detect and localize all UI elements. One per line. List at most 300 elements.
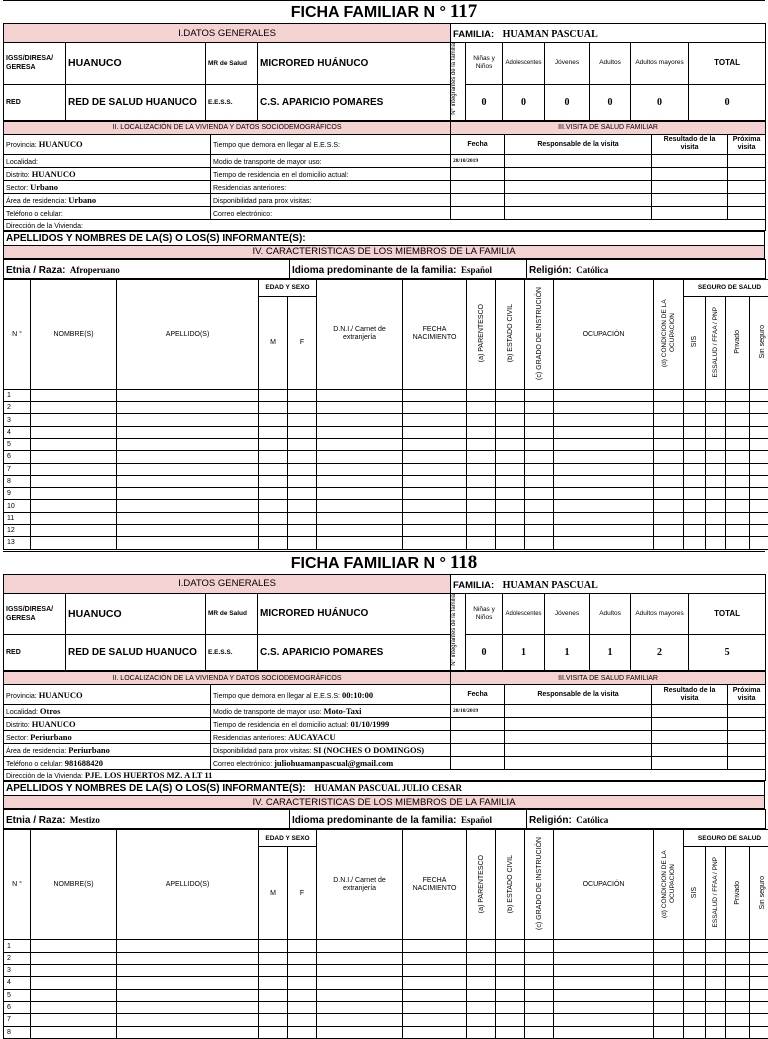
distrito-value: HUANUCO — [32, 169, 76, 179]
row-number: 6 — [4, 451, 31, 463]
miembros-table — [3, 829, 768, 1038]
table-cell — [259, 389, 288, 401]
adultos-value: 1 — [590, 635, 631, 671]
table-cell — [750, 989, 768, 1001]
table-cell — [288, 426, 317, 438]
adultos-mayores-label: Adultos mayores — [631, 43, 689, 85]
table-cell — [31, 512, 117, 524]
table-cell — [684, 451, 706, 463]
table-cell — [726, 977, 750, 989]
table-cell — [117, 977, 259, 989]
row-number: 11 — [4, 512, 31, 524]
table-row — [4, 438, 768, 450]
total-value: 5 — [689, 635, 766, 671]
table-cell — [554, 438, 654, 450]
medio-value: Moto-Taxi — [324, 706, 362, 716]
table-cell — [525, 451, 554, 463]
table-cell — [403, 402, 467, 414]
col-seguro: SEGURO DE SALUD — [684, 830, 768, 847]
col-estado-civil: (b) ESTADO CIVIL — [507, 304, 514, 362]
table-cell — [467, 965, 496, 977]
table-cell — [525, 475, 554, 487]
familia-label: FAMILIA: — [453, 29, 494, 40]
table-cell — [654, 989, 684, 1001]
responsable-header: Responsable de la visita — [505, 685, 652, 705]
col-sis: SIS — [691, 336, 698, 347]
table-cell — [317, 952, 403, 964]
table-cell — [317, 512, 403, 524]
col-apellidos: APELLIDO(S) — [117, 830, 259, 940]
table-cell — [31, 414, 117, 426]
localidad-label: Localidad: — [6, 709, 38, 716]
table-cell — [726, 438, 750, 450]
table-cell — [403, 1014, 467, 1026]
row-number: 5 — [4, 438, 31, 450]
table-cell — [726, 512, 750, 524]
table-cell — [554, 426, 654, 438]
table-cell — [750, 414, 768, 426]
col-fecha-nac: FECHA NACIMIENTO — [403, 830, 467, 940]
col-sin-seguro: Sin seguro — [759, 876, 766, 909]
table-cell — [467, 977, 496, 989]
table-cell — [706, 977, 726, 989]
table-cell — [706, 438, 726, 450]
jovenes-label: Jóvenes — [545, 43, 590, 85]
table-cell — [317, 977, 403, 989]
col-fecha-nac: FECHA NACIMIENTO — [403, 279, 467, 389]
adultos-label: Adultos — [590, 593, 631, 635]
informantes-row — [3, 781, 765, 809]
table-cell — [554, 977, 654, 989]
table-cell — [467, 1014, 496, 1026]
section-caracteristicas: IV. CARACTERISTICAS DE LOS MIEMBROS DE LA FAMILIA — [4, 796, 765, 809]
col-n: N ° — [4, 279, 31, 389]
table-cell — [403, 977, 467, 989]
provincia-value: HUANUCO — [39, 690, 83, 700]
table-cell — [288, 438, 317, 450]
area-value: Urbano — [68, 195, 96, 205]
table-cell — [259, 977, 288, 989]
table-cell — [31, 537, 117, 549]
resultado-header: Resultado de la visita — [652, 685, 728, 705]
table-cell — [259, 414, 288, 426]
table-cell — [117, 488, 259, 500]
table-cell — [684, 426, 706, 438]
table-cell — [496, 965, 525, 977]
col-m: M — [259, 296, 288, 389]
table-cell — [750, 475, 768, 487]
table-cell — [706, 389, 726, 401]
table-row — [4, 475, 768, 487]
idioma-label: Idioma predominante de la familia: — [292, 815, 456, 826]
sector-value: Urbano — [30, 182, 58, 192]
table-cell — [467, 414, 496, 426]
col-seguro: SEGURO DE SALUD — [684, 279, 768, 296]
table-cell — [117, 463, 259, 475]
table-cell — [288, 537, 317, 549]
datos-generales — [3, 23, 766, 121]
table-cell — [684, 389, 706, 401]
ninos-value: 0 — [466, 635, 503, 671]
row-number: 1 — [4, 389, 31, 401]
idioma-value: Español — [461, 265, 492, 275]
etnia-label: Etnia / Raza: — [6, 815, 65, 826]
table-cell — [288, 989, 317, 1001]
table-cell — [31, 952, 117, 964]
table-cell — [403, 965, 467, 977]
table-cell — [554, 463, 654, 475]
table-cell — [259, 965, 288, 977]
proxima-header: Próxima visita — [728, 134, 766, 154]
ficha-header — [3, 552, 765, 574]
table-cell — [117, 475, 259, 487]
table-cell — [259, 500, 288, 512]
localizacion — [3, 121, 766, 231]
table-cell — [31, 451, 117, 463]
table-cell — [684, 940, 706, 952]
direccion-label: Dirección de la Vivienda: — [6, 773, 83, 780]
table-cell — [750, 488, 768, 500]
integrantes-label: N° integrantes de la familia — [451, 43, 465, 115]
table-cell — [750, 1026, 768, 1038]
eess-value: C.S. APARICIO POMARES — [258, 84, 451, 120]
table-cell — [654, 537, 684, 549]
ficha-header — [3, 1, 765, 23]
table-cell — [750, 451, 768, 463]
table-cell — [288, 512, 317, 524]
col-privado: Privado — [734, 330, 741, 354]
table-cell — [467, 438, 496, 450]
table-cell — [288, 475, 317, 487]
table-cell — [259, 952, 288, 964]
table-cell — [117, 402, 259, 414]
table-cell — [288, 940, 317, 952]
table-cell — [706, 451, 726, 463]
table-cell — [726, 1026, 750, 1038]
table-row — [4, 977, 768, 989]
table-cell — [259, 512, 288, 524]
table-cell — [496, 940, 525, 952]
table-cell — [496, 1014, 525, 1026]
col-sin-seguro: Sin seguro — [759, 325, 766, 358]
table-cell — [525, 965, 554, 977]
table-cell — [403, 500, 467, 512]
table-cell — [525, 1026, 554, 1038]
row-number: 1 — [4, 940, 31, 952]
table-cell — [525, 463, 554, 475]
table-cell — [117, 1026, 259, 1038]
table-cell — [259, 1001, 288, 1013]
table-row — [4, 965, 768, 977]
table-cell — [554, 475, 654, 487]
table-cell — [317, 438, 403, 450]
table-cell — [750, 965, 768, 977]
distrito-label: Distrito: — [6, 172, 30, 179]
table-cell — [654, 512, 684, 524]
eess-label: E.E.S.S. — [206, 635, 258, 671]
table-cell — [117, 414, 259, 426]
table-cell — [467, 488, 496, 500]
col-parentesco: (a) PARENTESCO — [478, 304, 485, 362]
adolescentes-value: 0 — [503, 84, 545, 120]
area-label: Área de residencia: — [6, 748, 66, 755]
adultos-mayores-value: 0 — [631, 84, 689, 120]
table-cell — [31, 389, 117, 401]
red-label: RED — [4, 635, 66, 671]
col-sis: SIS — [691, 887, 698, 898]
row-number: 5 — [4, 989, 31, 1001]
col-ocupacion: OCUPACIÓN — [554, 279, 654, 389]
table-cell — [317, 1001, 403, 1013]
table-cell — [525, 940, 554, 952]
table-cell — [31, 1014, 117, 1026]
table-cell — [554, 537, 654, 549]
tiempo-label: Tiempo que demora en llegar al E.E.S.S: — [213, 693, 340, 700]
table-cell — [288, 952, 317, 964]
table-row — [4, 389, 768, 401]
table-cell — [750, 438, 768, 450]
table-cell — [706, 1001, 726, 1013]
table-cell — [317, 965, 403, 977]
section-caracteristicas: IV. CARACTERISTICAS DE LOS MIEMBROS DE LA FAMILIA — [4, 245, 765, 258]
table-cell — [117, 1001, 259, 1013]
table-cell — [554, 500, 654, 512]
direccion-value: PJE. LOS HUERTOS MZ. A LT 11 — [85, 770, 213, 780]
table-cell — [288, 1014, 317, 1026]
table-cell — [117, 438, 259, 450]
table-cell — [317, 414, 403, 426]
table-cell — [684, 463, 706, 475]
mr-label: MR de Salud — [206, 43, 258, 85]
table-cell — [554, 414, 654, 426]
residencias-ant-label: Residencias anteriores: — [213, 185, 286, 192]
table-row — [4, 402, 768, 414]
table-cell — [117, 512, 259, 524]
col-apellidos: APELLIDO(S) — [117, 279, 259, 389]
table-cell — [31, 1001, 117, 1013]
table-cell — [654, 488, 684, 500]
table-cell — [467, 426, 496, 438]
table-cell — [117, 965, 259, 977]
localizacion — [3, 671, 766, 781]
sector-label: Sector: — [6, 735, 28, 742]
table-cell — [31, 426, 117, 438]
table-cell — [403, 389, 467, 401]
residencia-label: Tiempo de residencia en el domicilio actual: — [213, 722, 349, 729]
ficha-familiar — [3, 551, 765, 1039]
table-cell — [403, 1001, 467, 1013]
col-essalud: ESSALUD / FFAA / PNP — [712, 307, 719, 377]
table-cell — [525, 1014, 554, 1026]
adultos-label: Adultos — [590, 43, 631, 85]
table-cell — [317, 463, 403, 475]
table-cell — [117, 537, 259, 549]
table-cell — [750, 512, 768, 524]
row-number: 8 — [4, 1026, 31, 1038]
table-cell — [467, 989, 496, 1001]
table-cell — [654, 389, 684, 401]
table-cell — [525, 537, 554, 549]
disponibilidad-value: SI (NOCHES O DOMINGOS) — [313, 745, 424, 755]
table-cell — [726, 537, 750, 549]
telefono-label: Teléfono o celular: — [6, 211, 63, 218]
table-cell — [684, 977, 706, 989]
table-cell — [467, 500, 496, 512]
table-cell — [31, 977, 117, 989]
adolescentes-label: Adolescentes — [503, 593, 545, 635]
table-cell — [31, 1026, 117, 1038]
provincia-value: HUANUCO — [39, 139, 83, 149]
col-edad-sexo: EDAD Y SEXO — [259, 279, 317, 296]
table-cell — [288, 500, 317, 512]
row-number: 3 — [4, 414, 31, 426]
table-cell — [654, 940, 684, 952]
table-cell — [403, 426, 467, 438]
table-cell — [403, 952, 467, 964]
col-f: F — [288, 296, 317, 389]
disponibilidad-label: Disponibilidad para prox visitas: — [213, 198, 311, 205]
col-nombres: NOMBRE(S) — [31, 279, 117, 389]
table-cell — [31, 500, 117, 512]
table-cell — [117, 1014, 259, 1026]
table-cell — [288, 389, 317, 401]
section-localizacion: II. LOCALIZACIÓN DE LA VIVIENDA Y DATOS SOCIODEMOGRÁFICOS — [4, 672, 451, 685]
table-cell — [525, 426, 554, 438]
tiempo-value: 00:10:00 — [342, 690, 373, 700]
table-cell — [467, 402, 496, 414]
miembros-table — [3, 279, 768, 550]
mr-label: MR de Salud — [206, 593, 258, 635]
table-cell — [259, 475, 288, 487]
etnia-row — [3, 809, 766, 829]
table-cell — [684, 989, 706, 1001]
table-cell — [259, 537, 288, 549]
table-cell — [403, 537, 467, 549]
table-cell — [403, 463, 467, 475]
table-cell — [726, 426, 750, 438]
fecha-visita-value: 28/10/2019 — [451, 705, 505, 718]
section-visita: III.VISITA DE SALUD FAMILIAR — [451, 121, 766, 134]
table-cell — [403, 512, 467, 524]
table-cell — [654, 952, 684, 964]
table-cell — [750, 525, 768, 537]
fecha-header: Fecha — [451, 134, 505, 154]
table-cell — [259, 1026, 288, 1038]
localidad-label: Localidad: — [6, 159, 38, 166]
table-cell — [403, 488, 467, 500]
distrito-label: Distrito: — [6, 722, 30, 729]
table-cell — [706, 475, 726, 487]
row-number: 7 — [4, 1014, 31, 1026]
col-nombres: NOMBRE(S) — [31, 830, 117, 940]
table-cell — [288, 488, 317, 500]
table-row — [4, 451, 768, 463]
table-cell — [684, 512, 706, 524]
table-cell — [31, 438, 117, 450]
ficha-title-label: FICHA FAMILIAR N ° — [291, 555, 446, 572]
table-cell — [525, 500, 554, 512]
col-condicion: (d) CONDICION DE LA OCUPACION — [661, 844, 677, 924]
table-cell — [726, 952, 750, 964]
table-cell — [684, 1026, 706, 1038]
table-cell — [554, 525, 654, 537]
religion-value: Católica — [576, 265, 608, 275]
table-cell — [750, 940, 768, 952]
etnia-label: Etnia / Raza: — [6, 265, 65, 276]
table-cell — [496, 389, 525, 401]
table-cell — [525, 414, 554, 426]
table-cell — [706, 500, 726, 512]
table-cell — [467, 525, 496, 537]
adultos-value: 0 — [590, 84, 631, 120]
localidad-value: Otros — [40, 706, 61, 716]
table-cell — [750, 402, 768, 414]
table-cell — [496, 952, 525, 964]
table-cell — [554, 488, 654, 500]
informantes-row — [3, 231, 765, 259]
table-cell — [259, 989, 288, 1001]
table-cell — [496, 977, 525, 989]
table-cell — [403, 1026, 467, 1038]
table-cell — [654, 977, 684, 989]
table-cell — [117, 451, 259, 463]
table-cell — [726, 389, 750, 401]
table-cell — [706, 463, 726, 475]
table-cell — [496, 989, 525, 1001]
table-cell — [654, 475, 684, 487]
table-cell — [684, 1001, 706, 1013]
table-cell — [317, 451, 403, 463]
col-essalud: ESSALUD / FFAA / PNP — [712, 857, 719, 927]
table-cell — [726, 940, 750, 952]
table-cell — [403, 940, 467, 952]
table-cell — [654, 463, 684, 475]
etnia-row — [3, 259, 766, 279]
table-row — [4, 525, 768, 537]
table-cell — [288, 451, 317, 463]
table-cell — [750, 463, 768, 475]
table-cell — [496, 500, 525, 512]
etnia-value: Mestizo — [70, 815, 100, 825]
table-cell — [726, 402, 750, 414]
red-value: RED DE SALUD HUANUCO — [66, 84, 206, 120]
table-cell — [317, 525, 403, 537]
table-cell — [726, 1001, 750, 1013]
table-cell — [259, 426, 288, 438]
table-cell — [654, 1014, 684, 1026]
table-cell — [726, 1014, 750, 1026]
total-value: 0 — [689, 84, 766, 120]
col-grado: (c) GRADO DE INSTRUCIÓN — [536, 287, 543, 380]
table-cell — [554, 1026, 654, 1038]
area-label: Área de residencia: — [6, 198, 66, 205]
table-cell — [317, 426, 403, 438]
table-cell — [31, 989, 117, 1001]
table-cell — [259, 463, 288, 475]
table-row — [4, 488, 768, 500]
table-cell — [554, 940, 654, 952]
table-cell — [317, 1026, 403, 1038]
table-cell — [750, 426, 768, 438]
table-row — [4, 952, 768, 964]
residencia-label: Tiempo de residencia en el domicilio actual: — [213, 172, 349, 179]
igss-label: IGSS/DIRESA/ GERESA — [4, 43, 66, 85]
residencia-value: 01/10/1999 — [351, 719, 390, 729]
table-cell — [317, 402, 403, 414]
igss-value: HUANUCO — [66, 43, 206, 85]
idioma-value: Español — [461, 815, 492, 825]
table-cell — [525, 488, 554, 500]
